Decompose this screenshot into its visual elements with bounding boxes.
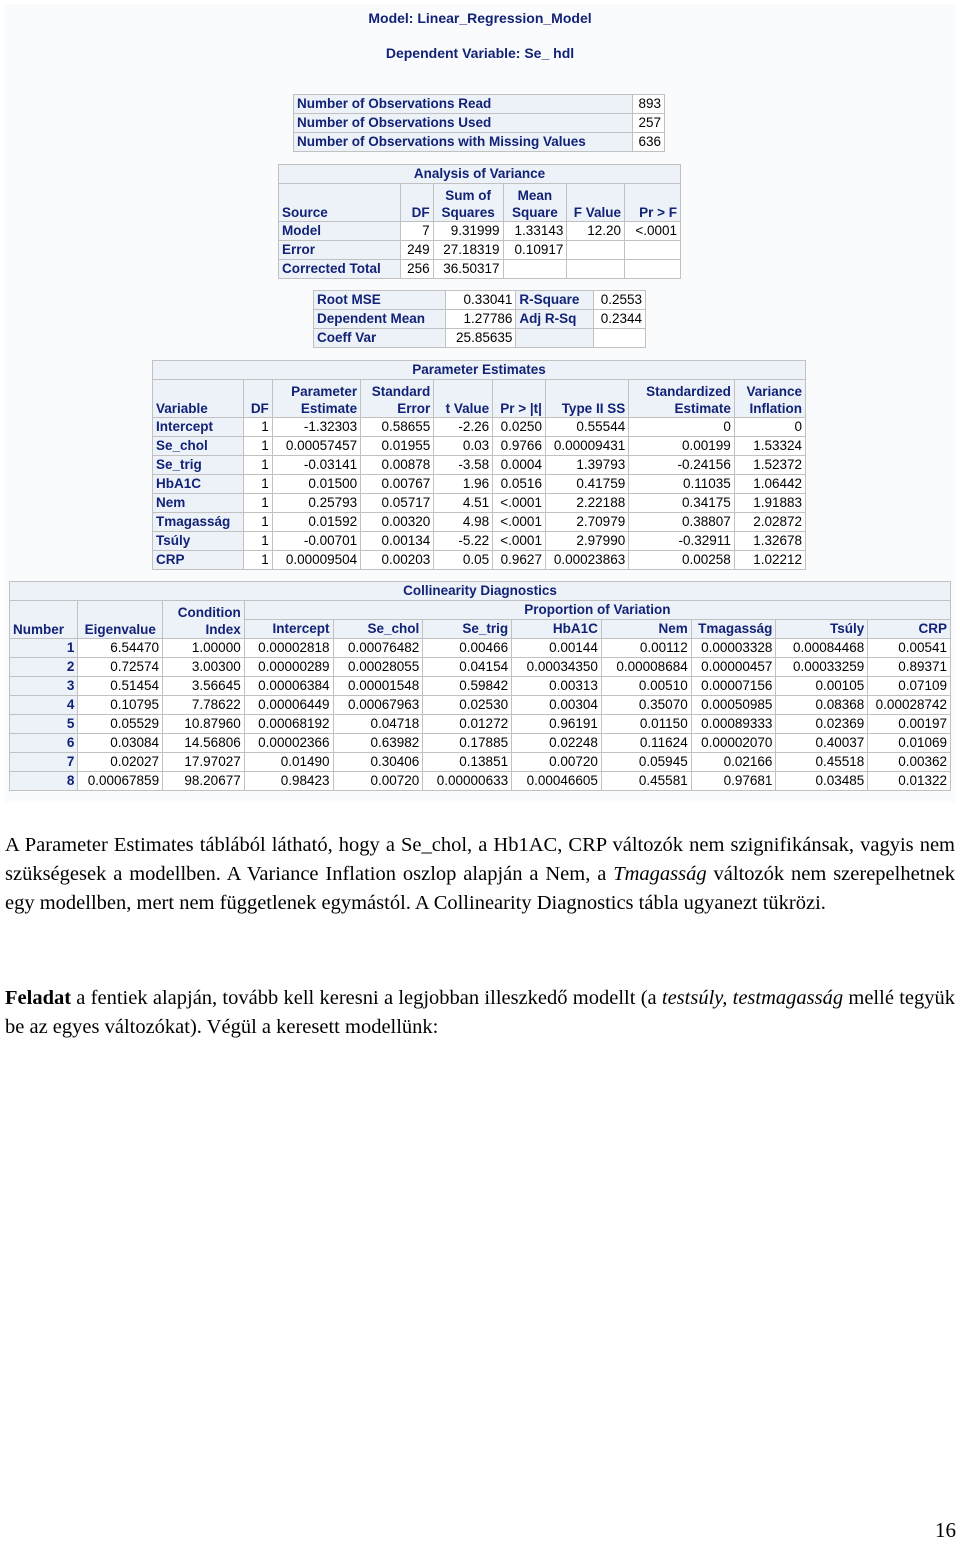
anova-cell — [567, 260, 625, 279]
collin-cell: 0.00006384 — [244, 677, 333, 696]
param-cell: 0.25793 — [272, 494, 360, 513]
collin-cell: 0.11624 — [601, 734, 691, 753]
collin-cell: 0.00068192 — [244, 715, 333, 734]
param-cell: 0.0250 — [493, 418, 546, 437]
anova-cell: 12.20 — [567, 222, 625, 241]
param-cell: 0.00057457 — [272, 437, 360, 456]
anova-column-header: Source — [279, 184, 401, 222]
collin-cell: 0.00067963 — [333, 696, 423, 715]
anova-cell — [503, 260, 567, 279]
param-cell: 1 — [244, 494, 272, 513]
collin-cell: 0.08368 — [776, 696, 868, 715]
param-cell: 1.32678 — [734, 532, 805, 551]
collin-cell: 0.00089333 — [691, 715, 776, 734]
collin-cell: 0.00510 — [601, 677, 691, 696]
param-cell: 1 — [244, 456, 272, 475]
collin-cell: 0.00001548 — [333, 677, 423, 696]
param-cell: 1.91883 — [734, 494, 805, 513]
collin-number: 8 — [10, 772, 78, 791]
anova-cell: 1.33143 — [503, 222, 567, 241]
param-column-header: Standardized Estimate — [629, 380, 735, 418]
fit-value: 25.85635 — [445, 329, 516, 348]
param-column-header: t Value — [434, 380, 493, 418]
collin-cell: 0.03084 — [78, 734, 163, 753]
param-cell: -0.24156 — [629, 456, 735, 475]
param-cell: 0.41759 — [545, 475, 628, 494]
collin-cell: 0.00112 — [601, 639, 691, 658]
param-cell: 2.02872 — [734, 513, 805, 532]
param-cell: 0.0516 — [493, 475, 546, 494]
param-cell: 4.98 — [434, 513, 493, 532]
anova-source: Error — [279, 241, 401, 260]
param-cell: 1.53324 — [734, 437, 805, 456]
param-cell: -0.32911 — [629, 532, 735, 551]
param-cell: 0.00009431 — [545, 437, 628, 456]
param-cell: -0.00701 — [272, 532, 360, 551]
collin-number: 2 — [10, 658, 78, 677]
param-cell: <.0001 — [493, 494, 546, 513]
param-cell: 1 — [244, 532, 272, 551]
fit-label — [516, 329, 594, 348]
analysis-of-variance-table — [278, 164, 681, 279]
anova-column-header: Sum of Squares — [433, 184, 503, 222]
param-cell: 1.96 — [434, 475, 493, 494]
collin-cell: 0.00720 — [333, 772, 423, 791]
anova-column-header: Mean Square — [503, 184, 567, 222]
collin-cell: 0.00000457 — [691, 658, 776, 677]
collin-cell: 0.00197 — [868, 715, 951, 734]
param-row — [153, 532, 806, 551]
param-row — [153, 437, 806, 456]
anova-column-header: F Value — [567, 184, 625, 222]
anova-column-header: Pr > F — [625, 184, 681, 222]
param-cell: 0.03 — [434, 437, 493, 456]
fit-value: 0.2344 — [594, 310, 646, 329]
fit-statistics-table — [313, 290, 646, 348]
collin-cell: 0.51454 — [78, 677, 163, 696]
dependent-variable-title: Dependent Variable: Se_ hdl — [385, 45, 575, 61]
param-cell: 0.01592 — [272, 513, 360, 532]
observation-row — [294, 114, 665, 133]
collin-cell: 0.04154 — [423, 658, 512, 677]
param-row — [153, 456, 806, 475]
collin-row — [10, 715, 951, 734]
anova-cell: 7 — [400, 222, 433, 241]
param-cell: 0.05717 — [361, 494, 434, 513]
paragraph-2-text-a: a fentiek alapján, tovább kell keresni a legjobban illeszkedő modellt (a — [71, 987, 662, 1009]
observation-value: 636 — [633, 133, 665, 152]
param-cell: 0.01955 — [361, 437, 434, 456]
param-cell: -3.58 — [434, 456, 493, 475]
paragraph-1-text-b: változók nem szerepelhetnek egy modellben, mert nem függetlenek egymástól. A Collinearity Diagnostics tábla ugyanezt tükrözi. — [5, 863, 955, 914]
collin-column-header: Se_trig — [423, 620, 512, 639]
collin-number: 6 — [10, 734, 78, 753]
anova-caption-row — [279, 165, 681, 184]
param-cell: 1 — [244, 437, 272, 456]
collin-cell: 0.98423 — [244, 772, 333, 791]
param-variable: Tsúly — [153, 532, 244, 551]
parameter-estimates-table — [152, 360, 806, 570]
fit-label: Root MSE — [314, 291, 446, 310]
collin-cell: 0.00033259 — [776, 658, 868, 677]
collin-cell: 7.78622 — [163, 696, 245, 715]
param-column-header: DF — [244, 380, 272, 418]
collin-cell: 0.59842 — [423, 677, 512, 696]
param-cell: 0.00320 — [361, 513, 434, 532]
anova-row — [279, 241, 681, 260]
param-cell: 0.38807 — [629, 513, 735, 532]
collin-cell: 0.00000633 — [423, 772, 512, 791]
collin-cell: 17.97027 — [163, 753, 245, 772]
collin-cell: 0.02530 — [423, 696, 512, 715]
param-cell: 2.70979 — [545, 513, 628, 532]
sas-output-figure — [4, 4, 956, 802]
collin-column-header: Nem — [601, 620, 691, 639]
param-cell: 0.00199 — [629, 437, 735, 456]
model-title: Model: Linear_Regression_Model — [368, 10, 592, 26]
collin-row — [10, 639, 951, 658]
param-variable: CRP — [153, 551, 244, 570]
collin-cell: 0.04718 — [333, 715, 423, 734]
page-number: 16 — [935, 1518, 956, 1542]
collin-cell: 0.00362 — [868, 753, 951, 772]
observation-label: Number of Observations with Missing Values — [294, 133, 633, 152]
observation-label: Number of Observations Used — [294, 114, 633, 133]
param-cell: 0.01500 — [272, 475, 360, 494]
collin-cell: 1.00000 — [163, 639, 245, 658]
collin-cell: 0.01150 — [601, 715, 691, 734]
collin-row — [10, 734, 951, 753]
collin-column-header: Eigenvalue — [78, 601, 163, 639]
collin-cell: 0.00006449 — [244, 696, 333, 715]
collin-cell: 0.00002070 — [691, 734, 776, 753]
collin-cell: 0.17885 — [423, 734, 512, 753]
param-variable: Se_trig — [153, 456, 244, 475]
collin-cell: 0.00313 — [512, 677, 602, 696]
anova-caption: Analysis of Variance — [279, 165, 681, 184]
anova-source: Corrected Total — [279, 260, 401, 279]
param-cell: 0.00023863 — [545, 551, 628, 570]
fit-value — [594, 329, 646, 348]
param-cell: 0.58655 — [361, 418, 434, 437]
fit-value: 0.2553 — [594, 291, 646, 310]
fit-label: Adj R-Sq — [516, 310, 594, 329]
param-cell: 0.9766 — [493, 437, 546, 456]
collin-column-header: HbA1C — [512, 620, 602, 639]
collin-cell: 0.05945 — [601, 753, 691, 772]
param-cell: 0.00203 — [361, 551, 434, 570]
param-cell: 1.52372 — [734, 456, 805, 475]
param-cell: 1.39793 — [545, 456, 628, 475]
param-cell: 1 — [244, 475, 272, 494]
param-cell: 2.97990 — [545, 532, 628, 551]
param-cell: 1.02212 — [734, 551, 805, 570]
collin-cell: 0.00144 — [512, 639, 602, 658]
paragraph-2-italic: testsúly, testmagasság — [661, 987, 844, 1009]
collin-cell: 0.00050985 — [691, 696, 776, 715]
collin-cell: 0.02166 — [691, 753, 776, 772]
collin-column-header: Se_chol — [333, 620, 423, 639]
param-header-row — [153, 380, 806, 418]
collin-cell: 0.00008684 — [601, 658, 691, 677]
collin-cell: 6.54470 — [78, 639, 163, 658]
collin-cell: 3.56645 — [163, 677, 245, 696]
observations-table — [293, 94, 665, 152]
collin-row — [10, 677, 951, 696]
collin-cell: 0.45581 — [601, 772, 691, 791]
fit-row — [314, 329, 646, 348]
observation-value: 893 — [633, 95, 665, 114]
param-cell: -5.22 — [434, 532, 493, 551]
param-column-header: Type II SS — [545, 380, 628, 418]
collin-column-header: CRP — [868, 620, 951, 639]
collin-number: 3 — [10, 677, 78, 696]
observation-row — [294, 95, 665, 114]
anova-row — [279, 222, 681, 241]
collin-cell: 0.00002366 — [244, 734, 333, 753]
param-cell: 0.55544 — [545, 418, 628, 437]
anova-cell: 9.31999 — [433, 222, 503, 241]
anova-column-header: DF — [400, 184, 433, 222]
collin-cell: 0.96191 — [512, 715, 602, 734]
param-cell: 0.00767 — [361, 475, 434, 494]
param-cell: 0.05 — [434, 551, 493, 570]
collin-cell: 0.00000289 — [244, 658, 333, 677]
anova-row — [279, 260, 681, 279]
collin-cell: 0.00076482 — [333, 639, 423, 658]
collin-cell: 0.00046605 — [512, 772, 602, 791]
anova-cell: <.0001 — [625, 222, 681, 241]
collin-cell: 0.02369 — [776, 715, 868, 734]
param-variable: Tmagasság — [153, 513, 244, 532]
param-cell: 4.51 — [434, 494, 493, 513]
param-cell: 0.00258 — [629, 551, 735, 570]
param-cell: 1 — [244, 513, 272, 532]
collin-cell: 0.02248 — [512, 734, 602, 753]
collin-column-header: Intercept — [244, 620, 333, 639]
param-cell: <.0001 — [493, 513, 546, 532]
param-cell: 0.00878 — [361, 456, 434, 475]
anova-cell: 27.18319 — [433, 241, 503, 260]
param-column-header: Variable — [153, 380, 244, 418]
param-cell: 0.00009504 — [272, 551, 360, 570]
anova-cell: 256 — [400, 260, 433, 279]
collin-cell: 0.35070 — [601, 696, 691, 715]
param-row — [153, 551, 806, 570]
task-label: Feladat — [5, 987, 72, 1009]
collin-cell: 0.05529 — [78, 715, 163, 734]
paragraph-1-text-a: A Parameter Estimates táblából látható, hogy a Se_chol, a Hb1AC, CRP változók nem szignifikánsak, vagyis nem szükségesek a modellben. A Variance Inflation oszlop alapján a Nem, a — [5, 834, 955, 885]
fit-value: 1.27786 — [445, 310, 516, 329]
param-cell: 1 — [244, 551, 272, 570]
param-row — [153, 513, 806, 532]
fit-row — [314, 291, 646, 310]
param-cell: 0 — [629, 418, 735, 437]
param-caption-row — [153, 361, 806, 380]
collin-column-header: Number — [10, 601, 78, 639]
collin-cell: 0.00034350 — [512, 658, 602, 677]
collin-number: 7 — [10, 753, 78, 772]
paragraph-2-text-b: mellé tegyük be az egyes változókat). Végül a keresett modellünk: — [5, 987, 955, 1038]
param-cell: 0.34175 — [629, 494, 735, 513]
collin-cell: 0.13851 — [423, 753, 512, 772]
param-row — [153, 418, 806, 437]
collin-cell: 0.01490 — [244, 753, 333, 772]
param-variable: Nem — [153, 494, 244, 513]
anova-source: Model — [279, 222, 401, 241]
collin-cell: 0.00720 — [512, 753, 602, 772]
param-cell: 0.0004 — [493, 456, 546, 475]
collin-row — [10, 753, 951, 772]
fit-label: R-Square — [516, 291, 594, 310]
collin-cell: 0.97681 — [691, 772, 776, 791]
param-cell: 0.11035 — [629, 475, 735, 494]
anova-cell: 0.10917 — [503, 241, 567, 260]
param-column-header: Parameter Estimate — [272, 380, 360, 418]
fit-label: Coeff Var — [314, 329, 446, 348]
param-cell: -0.03141 — [272, 456, 360, 475]
param-variable: Se_chol — [153, 437, 244, 456]
param-variable: Intercept — [153, 418, 244, 437]
collin-row — [10, 772, 951, 791]
collin-column-header: Condition Index — [163, 601, 245, 639]
param-cell: <.0001 — [493, 532, 546, 551]
collin-cell: 0.00003328 — [691, 639, 776, 658]
fit-row — [314, 310, 646, 329]
collin-number: 5 — [10, 715, 78, 734]
collin-cell: 0.00105 — [776, 677, 868, 696]
collin-cell: 0.00002818 — [244, 639, 333, 658]
param-column-header: Variance Inflation — [734, 380, 805, 418]
param-cell: 1.06442 — [734, 475, 805, 494]
param-cell: 1 — [244, 418, 272, 437]
collinearity-diagnostics-table — [9, 581, 951, 791]
collin-cell: 0.00067859 — [78, 772, 163, 791]
collin-cell: 0.00084468 — [776, 639, 868, 658]
paragraph-interpretation — [5, 831, 955, 918]
param-cell: -2.26 — [434, 418, 493, 437]
param-cell: 0 — [734, 418, 805, 437]
anova-cell — [625, 241, 681, 260]
collin-cell: 0.07109 — [868, 677, 951, 696]
collin-row — [10, 696, 951, 715]
collin-cell: 3.00300 — [163, 658, 245, 677]
param-column-header: Pr > |t| — [493, 380, 546, 418]
observation-value: 257 — [633, 114, 665, 133]
collin-cell: 0.30406 — [333, 753, 423, 772]
collin-column-header: Tmagasság — [691, 620, 776, 639]
param-variable: HbA1C — [153, 475, 244, 494]
anova-header-row — [279, 184, 681, 222]
paragraph-task — [5, 984, 955, 1042]
collin-cell: 0.02027 — [78, 753, 163, 772]
collin-cell: 0.00541 — [868, 639, 951, 658]
collin-cell: 0.89371 — [868, 658, 951, 677]
collin-cell: 0.01322 — [868, 772, 951, 791]
param-caption: Parameter Estimates — [153, 361, 806, 380]
anova-cell — [625, 260, 681, 279]
collin-cell: 0.00304 — [512, 696, 602, 715]
collin-caption-row — [10, 582, 951, 601]
collin-cell: 0.00466 — [423, 639, 512, 658]
fit-value: 0.33041 — [445, 291, 516, 310]
collin-cell: 0.10795 — [78, 696, 163, 715]
collin-cell: 0.72574 — [78, 658, 163, 677]
param-row — [153, 475, 806, 494]
collin-cell: 0.00028742 — [868, 696, 951, 715]
collin-cell: 0.45518 — [776, 753, 868, 772]
collin-number: 4 — [10, 696, 78, 715]
collin-cell: 0.00028055 — [333, 658, 423, 677]
param-cell: 0.00134 — [361, 532, 434, 551]
collin-cell: 10.87960 — [163, 715, 245, 734]
collin-cell: 0.63982 — [333, 734, 423, 753]
collin-cell: 0.03485 — [776, 772, 868, 791]
param-row — [153, 494, 806, 513]
anova-cell: 249 — [400, 241, 433, 260]
paragraph-1-italic: Tmagasság — [613, 863, 707, 885]
fit-label: Dependent Mean — [314, 310, 446, 329]
param-cell: 2.22188 — [545, 494, 628, 513]
collin-cell: 0.00007156 — [691, 677, 776, 696]
observation-row — [294, 133, 665, 152]
collin-header-row — [10, 601, 951, 620]
proportion-caption: Proportion of Variation — [244, 601, 950, 620]
param-cell: -1.32303 — [272, 418, 360, 437]
collin-cell: 0.01272 — [423, 715, 512, 734]
anova-cell — [567, 241, 625, 260]
observation-label: Number of Observations Read — [294, 95, 633, 114]
collin-cell: 0.01069 — [868, 734, 951, 753]
anova-cell: 36.50317 — [433, 260, 503, 279]
collin-number: 1 — [10, 639, 78, 658]
collin-column-header: Tsúly — [776, 620, 868, 639]
collin-cell: 98.20677 — [163, 772, 245, 791]
collin-cell: 14.56806 — [163, 734, 245, 753]
collin-caption: Collinearity Diagnostics — [10, 582, 951, 601]
collin-row — [10, 658, 951, 677]
param-cell: 0.9627 — [493, 551, 546, 570]
collin-cell: 0.40037 — [776, 734, 868, 753]
param-column-header: Standard Error — [361, 380, 434, 418]
